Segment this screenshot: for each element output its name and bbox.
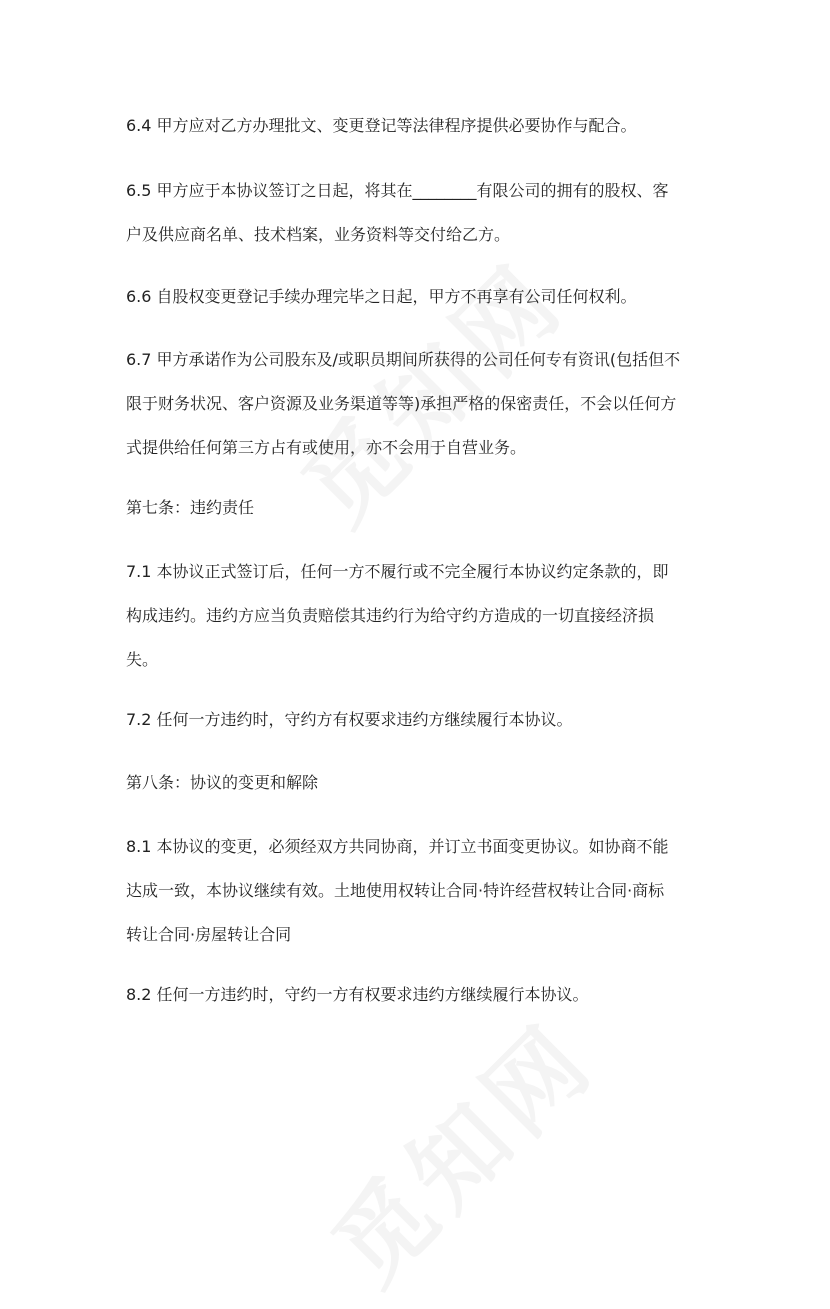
text-line: 限于财务状况、客户资源及业务渠道等等)承担严格的保密责任，不会以任何方 — [126, 394, 677, 413]
clause-6-4 — [126, 104, 706, 169]
text-line: 7.1 本协议正式签订后，任何一方不履行或不完全履行本协议约定条款的，即 — [126, 562, 669, 581]
text-line: 8.2 任何一方违约时，守约一方有权要求违约方继续履行本协议。 — [126, 985, 589, 1004]
text-line: 7.2 任何一方违约时，守约方有权要求违约方继续履行本协议。 — [126, 710, 573, 729]
text-line: 构成违约。违约方应当负责赔偿其违约行为给守约方造成的一切直接经济损 — [126, 606, 655, 625]
text-line: 6.5 甲方应于本协议签订之日起，将其在________有限公司的拥有的股权、客 — [126, 181, 669, 200]
text-line: 8.1 本协议的变更，必须经双方共同协商，并订立书面变更协议。如协商不能 — [126, 837, 669, 856]
section-heading-7 — [126, 486, 706, 550]
section-heading: 第七条：违约责任 — [126, 498, 255, 517]
clause-6-6 — [126, 275, 706, 338]
text-line: 户及供应商名单、技术档案，业务资料等交付给乙方。 — [126, 225, 511, 244]
clause-8-2 — [126, 973, 706, 1017]
clause-6-7 — [126, 338, 706, 486]
text-line: 失。 — [126, 650, 159, 669]
document-body — [126, 104, 706, 1017]
section-heading: 第八条：协议的变更和解除 — [126, 773, 319, 792]
clause-8-1 — [126, 825, 706, 973]
clause-6-5 — [126, 169, 706, 275]
text-line: 6.7 甲方承诺作为公司股东及/或职员期间所获得的公司任何专有资讯(包括但不 — [126, 350, 681, 369]
clause-7-1 — [126, 550, 706, 698]
watermark — [298, 988, 620, 1309]
clause-7-2 — [126, 698, 706, 761]
section-heading-8 — [126, 761, 706, 825]
text-line: 达成一致，本协议继续有效。土地使用权转让合同·特许经营权转让合同·商标 — [126, 881, 665, 900]
text-line: 转让合同·房屋转让合同 — [126, 925, 292, 944]
text-line: 6.6 自股权变更登记手续办理完毕之日起，甲方不再享有公司任何权利。 — [126, 287, 637, 306]
text-line: 式提供给任何第三方占有或使用，亦不会用于自营业务。 — [126, 438, 527, 457]
text-line: 6.4 甲方应对乙方办理批文、变更登记等法律程序提供必要协作与配合。 — [126, 116, 637, 135]
